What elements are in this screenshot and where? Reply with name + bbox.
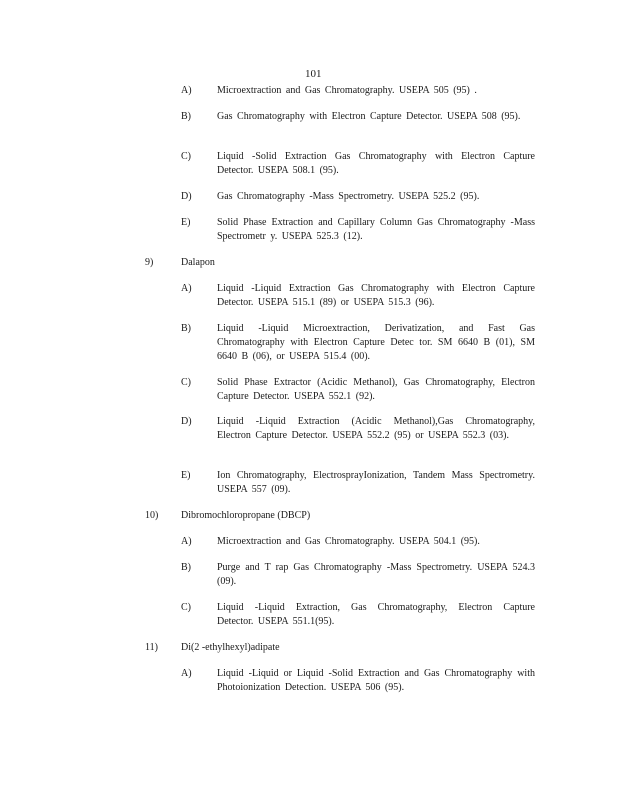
item-letter: C) <box>181 377 191 388</box>
item-text: Solid Phase Extractor (Acidic Methanol), Gas Chromatography, Electron Capture Detector. USEPA 552.1 (92). <box>217 377 535 402</box>
item-letter: B) <box>181 111 191 122</box>
item-letter: B) <box>181 562 191 573</box>
item-letter: C) <box>181 151 191 162</box>
item-letter: A) <box>181 536 192 547</box>
item-text: Purge and T rap Gas Chromatography -Mass Spectrometry. USEPA 524.3 (09). <box>217 562 535 587</box>
page-number: 101 <box>305 68 322 80</box>
item-letter: A) <box>181 85 192 96</box>
section-number: 10) <box>145 510 159 521</box>
section-heading <box>0 256 618 270</box>
section-number: 11) <box>145 642 158 653</box>
section-title: Di(2 -ethylhexyl)adipate <box>181 642 280 653</box>
section-number: 9) <box>145 257 154 268</box>
item-text: Liquid -Solid Extraction Gas Chromatography with Electron Capture Detector. USEPA 508.1 (95). <box>217 151 535 176</box>
item-letter: E) <box>181 217 191 228</box>
item-letter: B) <box>181 323 191 334</box>
item-letter: C) <box>181 602 191 613</box>
item-letter: D) <box>181 416 192 427</box>
item-text: Gas Chromatography -Mass Spectrometry. USEPA 525.2 (95). <box>217 191 480 202</box>
section-heading <box>0 509 618 523</box>
item-letter: A) <box>181 668 192 679</box>
item-letter: A) <box>181 283 192 294</box>
item-text: Liquid -Liquid Extraction (Acidic Methanol),Gas Chromatography, Electron Capture Detector. USEPA 552.2 (95) or USEPA 552.3 (03). <box>217 416 535 441</box>
item-text: Liquid -Liquid Extraction, Gas Chromatography, Electron Capture Detector. USEPA 551.1(95). <box>217 602 535 627</box>
item-letter: E) <box>181 470 191 481</box>
item-text: Liquid -Liquid or Liquid -Solid Extraction and Gas Chromatography with Photoionization Detection. USEPA 506 (95). <box>217 668 535 693</box>
section-title: Dalapon <box>181 257 215 268</box>
item-text: Liquid -Liquid Microextraction, Derivatization, and Fast Gas Chromatography with Electron Capture Detec tor. SM 6640 B (01), SM 6640 B (06), or USEPA 515.4 (00). <box>217 323 535 362</box>
item-text: Solid Phase Extraction and Capillary Column Gas Chromatography -Mass Spectrometr y. USEPA 525.3 (12). <box>217 217 535 242</box>
item-text: Microextraction and Gas Chromatography. USEPA 504.1 (95). <box>217 536 480 547</box>
item-text: Ion Chromatography, ElectrosprayIonization, Tandem Mass Spectrometry. USEPA 557 (09). <box>217 470 535 495</box>
section-heading <box>0 641 618 655</box>
item-text: Microextraction and Gas Chromatography. USEPA 505 (95) . <box>217 85 477 96</box>
item-text: Liquid -Liquid Extraction Gas Chromatography with Electron Capture Detector. USEPA 515.1 (89) or USEPA 515.3 (96). <box>217 283 535 308</box>
item-letter: D) <box>181 191 192 202</box>
item-text: Gas Chromatography with Electron Capture Detector. USEPA 508 (95). <box>217 111 521 122</box>
section-title: Dibromochloropropane (DBCP) <box>181 510 311 521</box>
